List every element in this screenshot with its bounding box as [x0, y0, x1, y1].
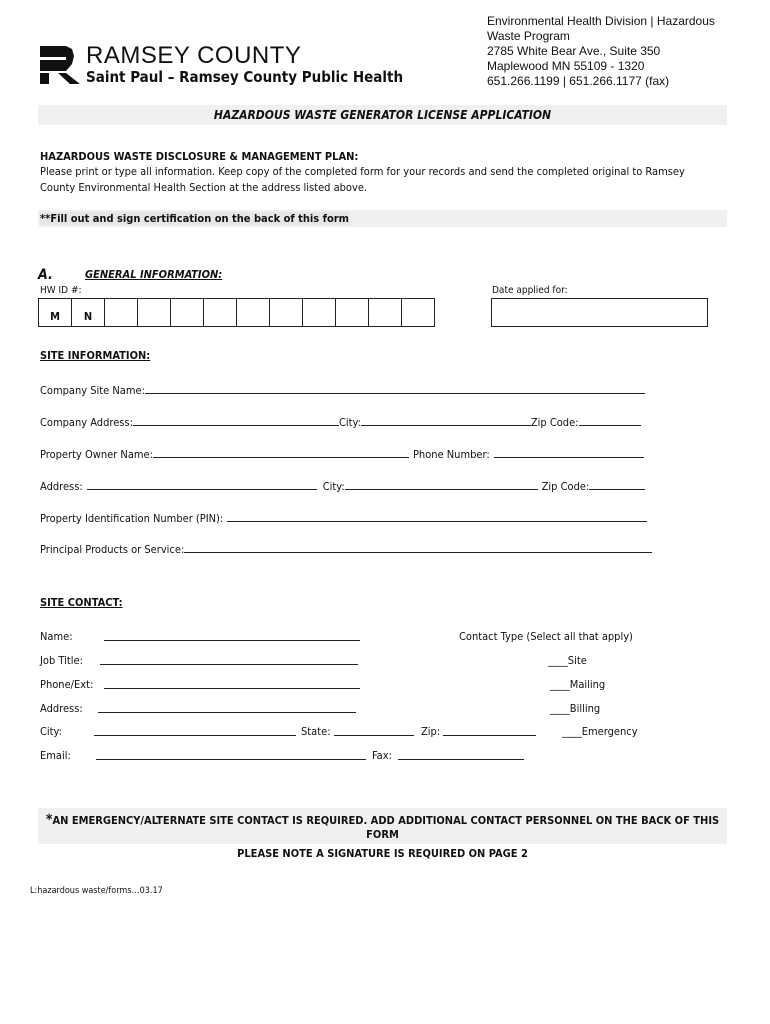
- zip-field[interactable]: [579, 415, 641, 426]
- owner-address-label: Address:: [40, 480, 83, 493]
- hwid-cell[interactable]: [402, 298, 435, 327]
- address-line: Maplewood MN 55109 - 1320: [487, 59, 645, 73]
- disclosure-body: Please print or type all information. Keep copy of the completed form for your records and send the completed original to Ramsey County Environmental Health Section at the address listed above.: [40, 165, 685, 194]
- phone-label: Phone Number:: [412, 448, 490, 461]
- owner-city-label: City:: [322, 480, 345, 493]
- hwid-cell[interactable]: [105, 298, 138, 327]
- company-address-field[interactable]: [133, 415, 339, 426]
- site-contact-heading: SITE CONTACT:: [40, 596, 123, 609]
- contact-address-label: Address:: [40, 702, 83, 715]
- company-site-name-label: Company Site Name:: [40, 384, 145, 397]
- emergency-notice-star: *: [45, 812, 53, 828]
- contact-zip-field[interactable]: [443, 725, 536, 736]
- division-address: [487, 14, 737, 89]
- contact-city-label: City:: [40, 725, 62, 738]
- hwid-cell[interactable]: [369, 298, 402, 327]
- form-title: HAZARDOUS WASTE GENERATOR LICENSE APPLICATION: [213, 108, 552, 122]
- pin-row: [40, 511, 647, 525]
- company-address-row: [40, 415, 641, 429]
- contact-state-field[interactable]: [334, 725, 414, 736]
- hwid-cell[interactable]: [171, 298, 204, 327]
- company-site-name-field[interactable]: [145, 383, 645, 394]
- owner-address-field[interactable]: [87, 479, 317, 490]
- disclosure-heading: HAZARDOUS WASTE DISCLOSURE & MANAGEMENT PLAN:: [40, 150, 359, 163]
- contact-type-heading: Contact Type (Select all that apply): [459, 630, 633, 643]
- contact-email-label: Email:: [40, 749, 71, 762]
- zip-label: Zip Code:: [530, 416, 579, 429]
- org-subtitle: Saint Paul – Ramsey County Public Health: [86, 68, 404, 86]
- phone-ext-label: Phone/Ext:: [40, 678, 94, 691]
- footer-path: L:hazardous waste/forms…03.17: [30, 886, 163, 896]
- contact-type-mailing[interactable]: ____Mailing: [550, 678, 606, 691]
- hwid-cell-n[interactable]: N: [72, 298, 105, 327]
- phone-field[interactable]: [494, 447, 644, 458]
- contact-type-emergency[interactable]: ____Emergency: [562, 725, 638, 738]
- contact-state-label: State:: [301, 725, 331, 738]
- contact-city-field[interactable]: [94, 725, 296, 736]
- hwid-cell[interactable]: [270, 298, 303, 327]
- hwid-cell[interactable]: [138, 298, 171, 327]
- emergency-notice-text: AN EMERGENCY/ALTERNATE SITE CONTACT IS REQUIRED. ADD ADDITIONAL CONTACT PERSONNEL ON THE BACK OF THIS FORM: [52, 814, 720, 841]
- principal-products-field[interactable]: [184, 542, 652, 553]
- job-title-field[interactable]: [100, 654, 358, 665]
- section-letter: A.: [38, 267, 53, 283]
- contact-fax-field[interactable]: [398, 749, 524, 760]
- contact-name-label: Name:: [40, 630, 73, 643]
- hwid-cell[interactable]: [303, 298, 336, 327]
- city-field[interactable]: [361, 415, 531, 426]
- contact-email-field[interactable]: [96, 749, 366, 760]
- hwid-cell[interactable]: [336, 298, 369, 327]
- hwid-label: HW ID #:: [40, 285, 82, 296]
- owner-city-field[interactable]: [345, 479, 538, 490]
- hwid-cell-m[interactable]: M: [39, 298, 72, 327]
- principal-products-row: [40, 542, 652, 556]
- company-address-label: Company Address:: [40, 416, 133, 429]
- pin-field[interactable]: [227, 511, 647, 522]
- contact-zip-label: Zip:: [421, 725, 441, 738]
- company-site-name-row: [40, 383, 645, 397]
- phone-ext-field[interactable]: [104, 678, 360, 689]
- date-applied-label: Date applied for:: [492, 285, 568, 296]
- city-label: City:: [338, 416, 361, 429]
- hwid-cell[interactable]: [237, 298, 270, 327]
- contact-name-field[interactable]: [104, 630, 360, 641]
- contact-type-site[interactable]: ____Site: [548, 654, 587, 667]
- contact-address-field[interactable]: [98, 702, 356, 713]
- emergency-notice: [38, 812, 727, 841]
- sign-note: **Fill out and sign certification on the back of this form: [40, 212, 349, 225]
- owner-zip-field[interactable]: [589, 479, 645, 490]
- address-line: 651.266.1199 | 651.266.1177 (fax): [487, 74, 670, 88]
- site-info-heading: SITE INFORMATION:: [40, 349, 151, 362]
- address-line: Environmental Health Division | Hazardous: [487, 14, 715, 28]
- contact-type-billing[interactable]: ____Billing: [550, 702, 601, 715]
- org-name: RAMSEY COUNTY: [86, 42, 302, 69]
- owner-zip-label: Zip Code:: [541, 480, 590, 493]
- ramsey-county-logo-icon: [40, 46, 80, 84]
- property-owner-label: Property Owner Name:: [40, 448, 153, 461]
- property-owner-row: [40, 447, 644, 461]
- pin-label: Property Identification Number (PIN):: [40, 512, 224, 525]
- general-info-heading: GENERAL INFORMATION:: [85, 268, 223, 281]
- job-title-label: Job Title:: [40, 654, 83, 667]
- contact-fax-label: Fax:: [372, 749, 392, 762]
- hwid-cell[interactable]: [204, 298, 237, 327]
- hwid-grid: [38, 298, 435, 327]
- address-line: Waste Program: [487, 29, 570, 43]
- owner-address-row: [40, 479, 645, 493]
- signature-notice: PLEASE NOTE A SIGNATURE IS REQUIRED ON PAGE 2: [237, 847, 528, 860]
- address-line: 2785 White Bear Ave., Suite 350: [487, 44, 661, 58]
- date-applied-field[interactable]: [491, 298, 708, 327]
- principal-products-label: Principal Products or Service:: [40, 543, 185, 556]
- property-owner-field[interactable]: [153, 447, 409, 458]
